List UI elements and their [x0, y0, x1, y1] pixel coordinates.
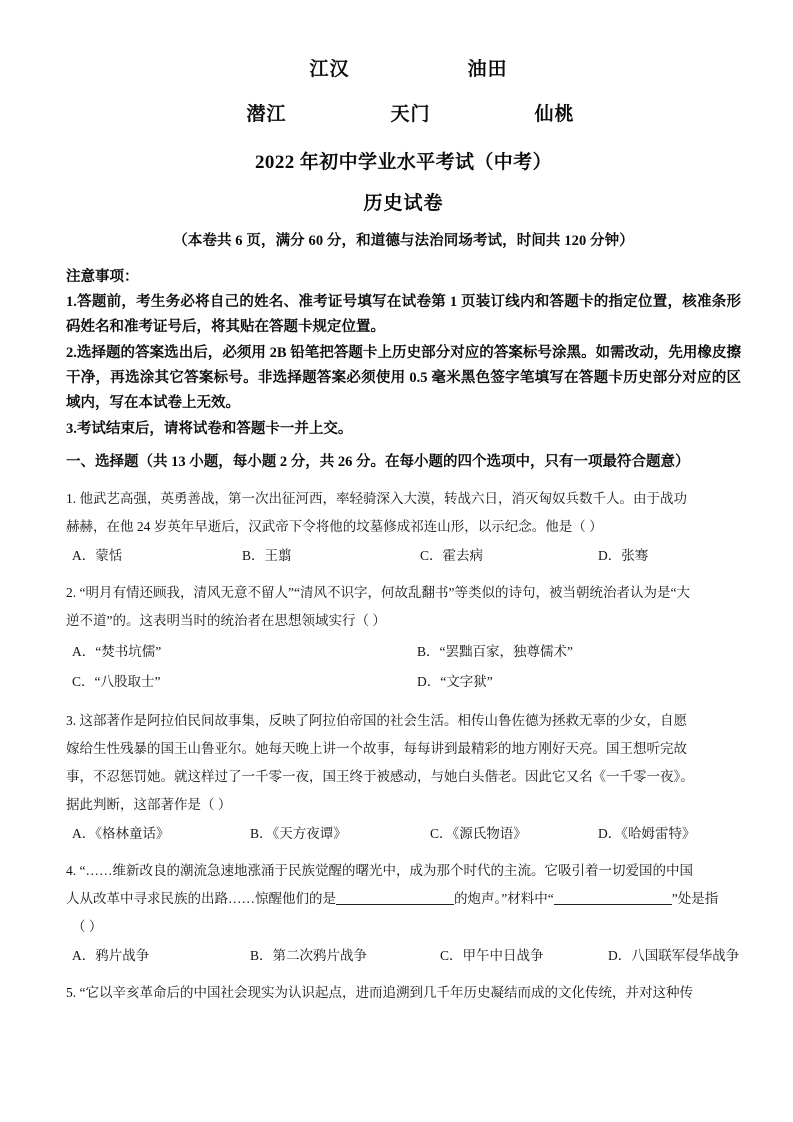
question-2-options [66, 637, 741, 698]
question-4-blank-2[interactable] [554, 904, 672, 905]
city-tianmen: 天门 [390, 103, 431, 125]
question-4-option-b[interactable]: B．第二次鸦片战争 [250, 947, 368, 963]
question-3-stem-line-4: 据此判断，这部著作是（ ） [66, 796, 232, 812]
notice-item-1: 1.答题前，考生务必将自己的姓名、准考证号填写在试卷第 1 页装订线内和答题卡的指定位置，核准条形码姓名和准考证号后，将其贴在答题卡规定位置。 [66, 294, 741, 336]
page-title: 历史试卷 [363, 193, 444, 214]
question-1 [66, 485, 741, 569]
paper-subtitle: （本卷共 6 页，满分 60 分，和道德与法治同场考试，时间共 120 分钟） [173, 233, 634, 249]
question-3-option-b[interactable]: B．《天方夜谭》 [250, 826, 347, 842]
question-1-stem-line-2: 赫赫，在他 24 岁英年早逝后，汉武帝下令将他的坟墓修成祁连山形，以示纪念。他是（ ） [66, 518, 603, 534]
question-5 [66, 979, 741, 1007]
city-xiantao: 仙桃 [534, 103, 575, 125]
notice-item-2: 2.选择题的答案选出后，必须用 2B 铅笔把答题卡上历史部分对应的答案标号涂黑。如需改动，先用橡皮擦干净，再选涂其它答案标号。非选择题答案必须使用 0.5 毫米黑色签字笔填写在答题卡历史部分对应的区域内，写在本试卷上无效。 [66, 345, 741, 412]
question-4-option-c[interactable]: C．甲午中日战争 [440, 947, 544, 963]
question-4-option-d[interactable]: D．八国联军侵华战争 [608, 947, 740, 963]
question-2-option-a[interactable]: A．“焚书坑儒” [72, 643, 162, 659]
question-3-stem-line-2: 嫁给生性残暴的国王山鲁亚尔。她每天晚上讲一个故事，每每讲到最精彩的地方刚好天亮。国王想听完故 [66, 741, 687, 757]
question-2-option-d[interactable]: D．“文字狱” [417, 674, 493, 690]
question-1-options [66, 542, 741, 569]
question-1-option-c[interactable]: C．霍去病 [420, 548, 484, 564]
question-1-stem-line-1: 1. 他武艺高强，英勇善战，第一次出征河西，率轻骑深入大漠，转战六日，消灭匈奴兵数千人。由于战功 [66, 491, 687, 507]
question-4-answer-parenthesis: （ ） [72, 918, 103, 934]
question-2-options-row-2 [66, 667, 741, 697]
question-3-option-a[interactable]: A．《格林童话》 [72, 826, 170, 842]
question-4-stem-line-2 [66, 885, 741, 913]
question-3 [66, 707, 741, 847]
city-youtian: 油田 [467, 59, 508, 80]
header-cities-row-1 [76, 56, 741, 85]
notices-heading: 注意事项： [66, 269, 139, 285]
question-1-option-d[interactable]: D．张骞 [598, 548, 649, 564]
question-2-options-row-1 [66, 637, 741, 667]
notice-item-3: 3.考试结束后，请将试卷和答题卡一并上交。 [66, 421, 353, 438]
question-2-option-b[interactable]: B．“罢黜百家，独尊儒术” [417, 643, 573, 659]
question-2 [66, 579, 741, 697]
question-3-options [66, 820, 741, 847]
question-3-stem-line-3: 事，不忍惩罚她。就这样过了一千零一夜，国王终于被感动，与她白头偕老。因此它又名《一千零一夜》。 [66, 768, 694, 784]
city-jianghan: 江汉 [309, 59, 350, 80]
question-4-stem-line-2-part-b: 的炮声。”材料中“ [454, 890, 554, 906]
section-heading-multiple-choice: 一、选择题（共 13 小题，每小题 2 分，共 26 分。在每小题的四个选项中，只有一项最符合题意） [66, 454, 690, 471]
question-4-stem-line-1: 4. “……维新改良的潮流急速地涨涌于民族觉醒的曙光中，成为那个时代的主流。它吸引着一切爱国的中国 [66, 863, 693, 879]
question-3-option-c[interactable]: C．《源氏物语》 [430, 826, 527, 842]
question-4-options [66, 942, 741, 969]
question-2-stem-line-2: 逆不道”的。这表明当时的统治者在思想领域实行（ ） [66, 613, 386, 629]
question-3-stem-line-1: 3. 这部著作是阿拉伯民间故事集，反映了阿拉伯帝国的社会生活。相传山鲁佐德为拯救无辜的少女，自愿 [66, 713, 687, 729]
question-1-option-b[interactable]: B．王翦 [242, 548, 292, 564]
question-2-option-c[interactable]: C．“八股取士” [72, 674, 161, 690]
city-qianjiang: 潜江 [246, 103, 287, 125]
question-4-stem-line-2-part-c: ”处是指 [671, 890, 719, 906]
question-5-stem-line-1: 5. “它以辛亥革命后的中国社会现实为认识起点，进而追溯到几千年历史凝结而成的文化传统，并对这种传 [66, 984, 693, 1000]
question-2-stem-line-1: 2. “明月有情还顾我，清风无意不留人”“清风不识字，何故乱翻书”等类似的诗句，被当朝统治者认为是“大 [66, 585, 690, 601]
question-4 [66, 857, 741, 968]
question-1-option-a[interactable]: A．蒙恬 [72, 548, 123, 564]
question-3-option-d[interactable]: D．《哈姆雷特》 [598, 826, 696, 842]
question-4-option-a[interactable]: A．鸦片战争 [72, 947, 150, 963]
exam-name-line: 2022 年初中学业水平考试（中考） [255, 152, 552, 173]
header-cities-row-2 [80, 101, 741, 130]
question-4-blank-1[interactable] [336, 904, 454, 905]
question-4-stem-line-2-part-a: 人从改革中寻求民族的出路……惊醒他们的是 [66, 890, 336, 906]
